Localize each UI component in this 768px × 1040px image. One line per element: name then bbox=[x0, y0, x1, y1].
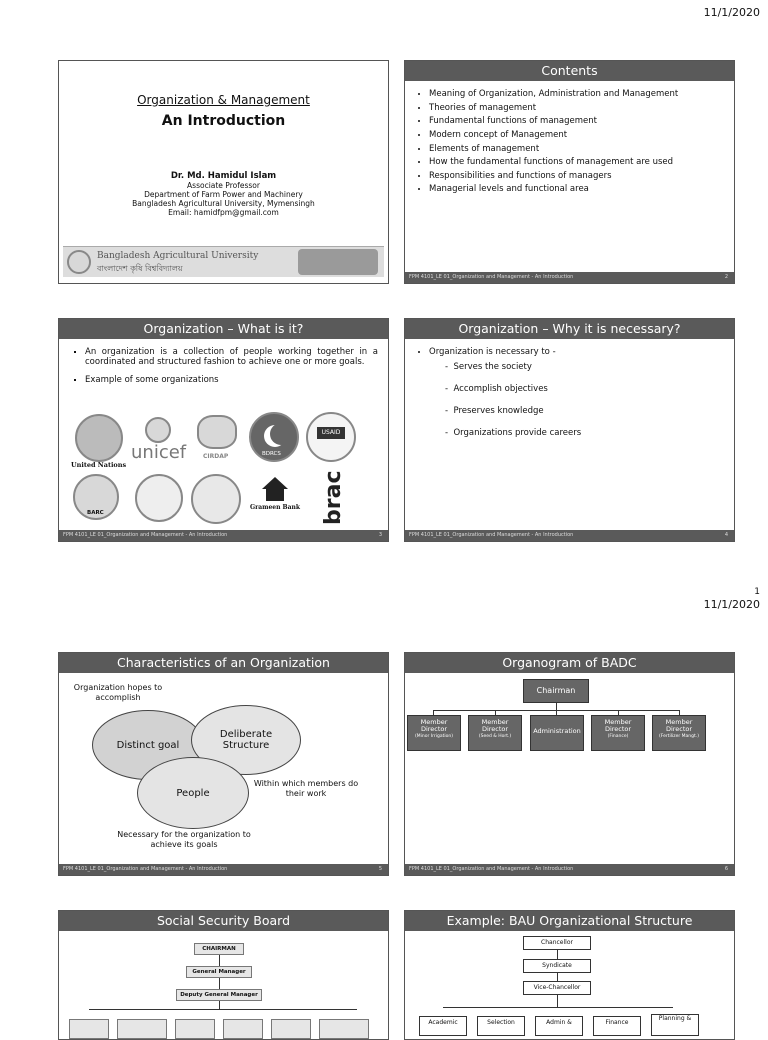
structure-ellipse: Deliberate Structure bbox=[191, 705, 301, 775]
contents-item: • Modern concept of Management bbox=[429, 130, 734, 141]
necessary-text: Necessary for the organization to achieve its goals bbox=[117, 830, 251, 849]
slide-footer: FPM 4101_LE 01_Organization and Management - An Introduction 4 bbox=[405, 530, 734, 541]
ssb-box bbox=[319, 1019, 369, 1039]
slide1-subtitle: An Introduction bbox=[161, 113, 286, 129]
ssb-box: Deputy General Manager bbox=[176, 989, 262, 1001]
banner-photo bbox=[298, 249, 378, 275]
bau-logo-icon bbox=[135, 474, 183, 522]
bau-box: Vice-Chancellor bbox=[523, 981, 591, 995]
ssb-box bbox=[223, 1019, 263, 1039]
university-banner bbox=[63, 246, 384, 277]
slide2-heading: Contents bbox=[405, 61, 734, 81]
brac-label: brac bbox=[321, 470, 346, 525]
bau-box: Academic bbox=[419, 1016, 467, 1036]
cirdap-logo-icon bbox=[197, 415, 237, 449]
department: Department of Farm Power and Machinery bbox=[144, 190, 303, 199]
bau-box: Admin & bbox=[535, 1016, 583, 1036]
org-box: Member Director (Seed & Hort.) bbox=[468, 715, 522, 751]
contents-item: • Theories of management bbox=[429, 103, 734, 114]
reason-item: - Serves the society bbox=[445, 361, 532, 372]
slide-footer: FPM 4101_LE 01_Organization and Management - An Introduction 6 bbox=[405, 864, 734, 875]
slide-badc-organogram bbox=[404, 652, 735, 876]
ssb-box bbox=[69, 1019, 109, 1039]
distinct-goal-ellipse: Distinct goal bbox=[92, 710, 204, 780]
contents-item: • Managerial levels and functional area bbox=[429, 184, 734, 195]
house-icon bbox=[262, 477, 288, 489]
contents-item: • Meaning of Organization, Administration and Management bbox=[429, 89, 734, 100]
un-label: United Nations bbox=[71, 461, 127, 469]
examples-bullet: ▪ Example of some organizations bbox=[85, 375, 378, 385]
slide-title bbox=[58, 60, 389, 284]
slide8-heading: Example: BAU Organizational Structure bbox=[405, 911, 734, 931]
page-number: 1 bbox=[754, 587, 760, 597]
reason-item: - Accomplish objectives bbox=[445, 383, 548, 394]
slide7-heading: Social Security Board bbox=[59, 911, 388, 931]
ssb-box bbox=[117, 1019, 167, 1039]
slide-what-is-it bbox=[58, 318, 389, 542]
slide-contents bbox=[404, 60, 735, 284]
ssb-box bbox=[271, 1019, 311, 1039]
slide-footer: FPM 4101_LE 01_Organization and Management - An Introduction 3 bbox=[59, 530, 388, 541]
slide-footer: FPM 4101_LE 01_Organization and Management - An Introduction 5 bbox=[59, 864, 388, 875]
chairman-box: Chairman bbox=[523, 679, 589, 703]
org-box: Member Director (Fertilizer Mangt.) bbox=[652, 715, 706, 751]
role: Associate Professor bbox=[187, 181, 260, 190]
bau-box: Planning & bbox=[651, 1014, 699, 1036]
slide3-heading: Organization – What is it? bbox=[59, 319, 388, 339]
ssb-box: CHAIRMAN bbox=[194, 943, 244, 955]
grameen-logo bbox=[249, 475, 301, 521]
author: Dr. Md. Hamidul Islam bbox=[170, 171, 277, 181]
grameen-label: Grameen Bank bbox=[249, 504, 301, 511]
reason-item: - Preserves knowledge bbox=[445, 405, 544, 416]
bau-box: Syndicate bbox=[523, 959, 591, 973]
university-logo-icon bbox=[67, 250, 91, 274]
slide5-heading: Characteristics of an Organization bbox=[59, 653, 388, 673]
intro-bullet: • Organization is necessary to - bbox=[429, 347, 734, 358]
contents-item: • Elements of management bbox=[429, 144, 734, 155]
definition-bullet: ▪ An organization is a collection of people working together in a coordinated and structured fashion to achieve one or more goals. bbox=[85, 347, 378, 367]
hopes-text: Organization hopes to accomplish bbox=[73, 683, 163, 702]
contents-item: • Responsibilities and functions of managers bbox=[429, 171, 734, 182]
slide-social-security bbox=[58, 910, 389, 1040]
members-text: Within which members do their work bbox=[253, 779, 359, 798]
org-box: Member Director (Finance) bbox=[591, 715, 645, 751]
university: Bangladesh Agricultural University, Mymensingh bbox=[132, 199, 315, 208]
unicef-logo-icon bbox=[145, 417, 171, 443]
cirdap-label: CIRDAP bbox=[203, 453, 229, 460]
banner-bn: বাংলাদেশ কৃষি বিশ্ববিদ্যালয় bbox=[97, 264, 183, 273]
bdrcs-label: BDRCS bbox=[262, 451, 281, 457]
date-bottom: 11/1/2020 bbox=[703, 598, 760, 611]
usaid-label: USAID bbox=[317, 427, 345, 439]
people-ellipse: People bbox=[137, 757, 249, 829]
email: Email: hamidfpm@gmail.com bbox=[168, 208, 279, 217]
slide-why-necessary bbox=[404, 318, 735, 542]
barc-label: BARC bbox=[87, 510, 104, 516]
reason-item: - Organizations provide careers bbox=[445, 427, 582, 438]
unicef-label: unicef bbox=[131, 442, 187, 463]
slide1-title: Organization & Management bbox=[137, 93, 310, 107]
org-box: Member Director (Minor Irrigation) bbox=[407, 715, 461, 751]
bau-box: Chancellor bbox=[523, 936, 591, 950]
contents-item: • Fundamental functions of management bbox=[429, 116, 734, 127]
bau-box: Selection bbox=[477, 1016, 525, 1036]
slide4-heading: Organization – Why it is necessary? bbox=[405, 319, 734, 339]
org-seal-icon bbox=[191, 474, 241, 524]
org-box: Administration bbox=[530, 715, 584, 751]
slide-bau-structure bbox=[404, 910, 735, 1040]
banner-en: Bangladesh Agricultural University bbox=[97, 251, 259, 261]
un-logo-icon bbox=[75, 414, 123, 462]
ssb-box: General Manager bbox=[186, 966, 252, 978]
bau-box: Finance bbox=[593, 1016, 641, 1036]
contents-item: • How the fundamental functions of management are used bbox=[429, 157, 734, 168]
slide-footer: FPM 4101_LE 01_Organization and Management - An Introduction 2 bbox=[405, 272, 734, 283]
slide6-heading: Organogram of BADC bbox=[405, 653, 734, 673]
slide-characteristics bbox=[58, 652, 389, 876]
date-top: 11/1/2020 bbox=[703, 6, 760, 19]
ssb-box bbox=[175, 1019, 215, 1039]
